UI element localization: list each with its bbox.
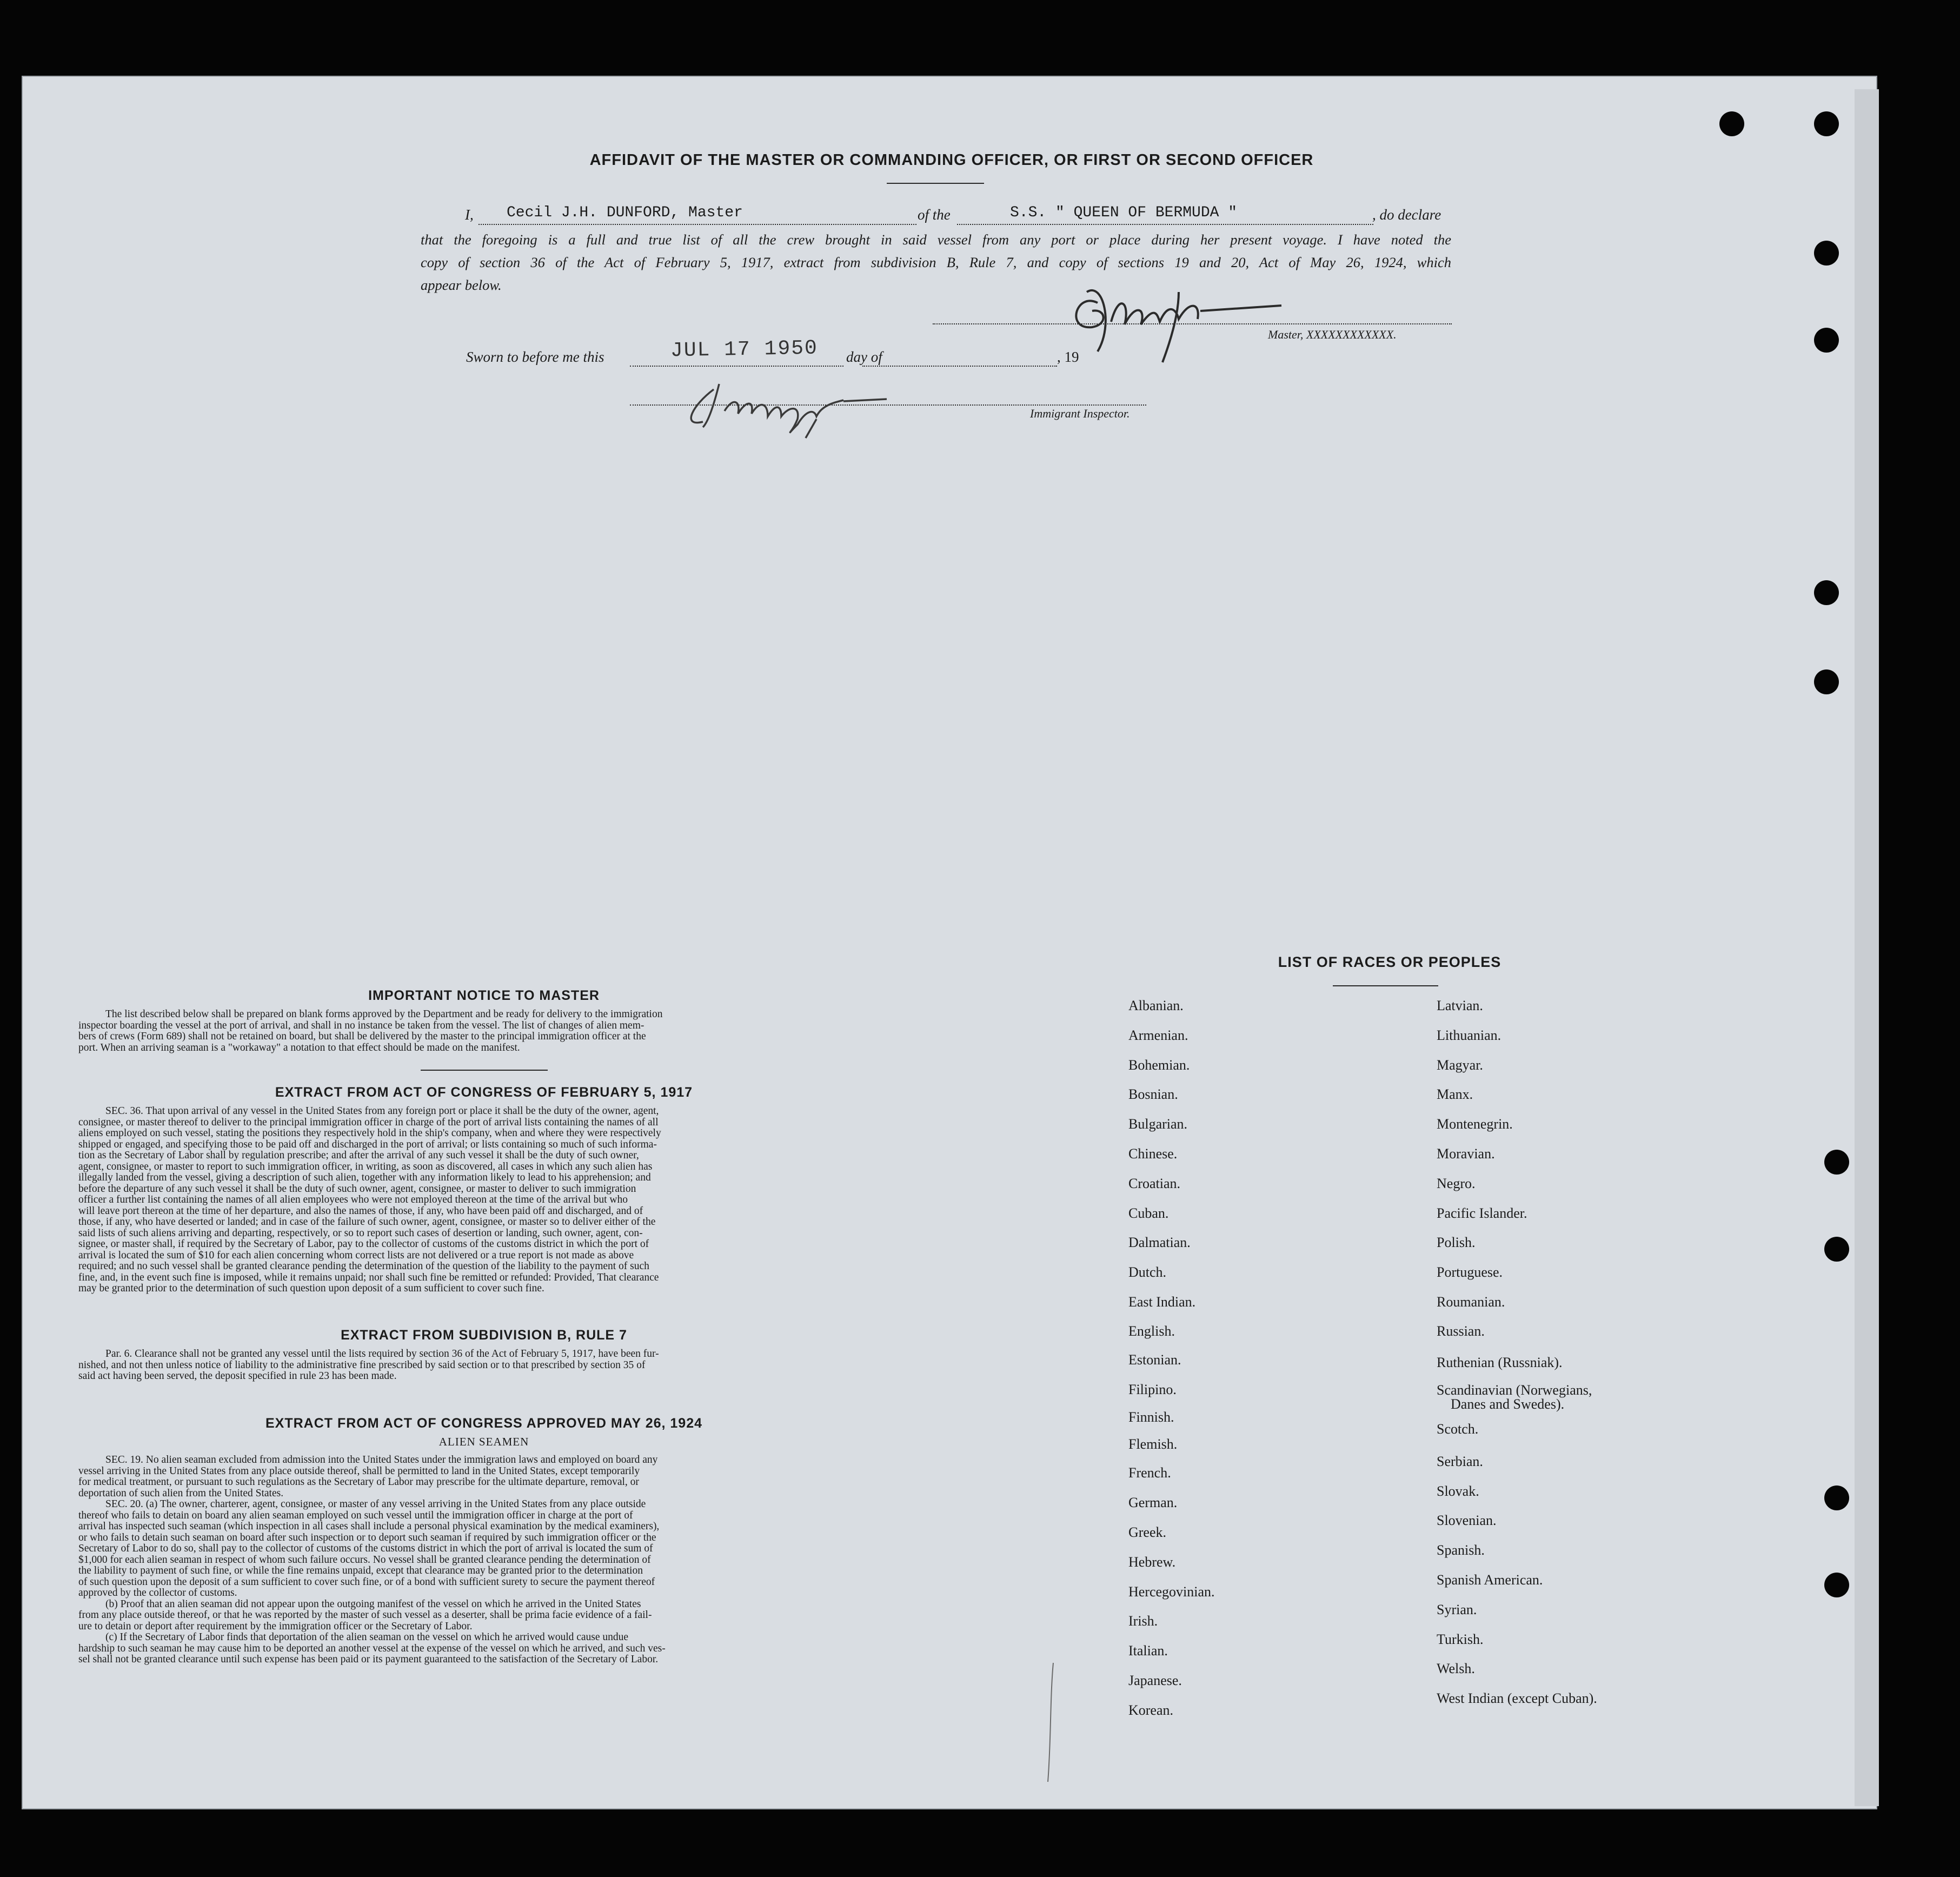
extract-1924-line: of such question upon the deposit of a sum sufficient to cover such fine, or of a bond with sufficient surety to secure the payment thereof	[78, 1576, 655, 1588]
extract-1924-subtitle: ALIEN SEAMEN	[438, 1435, 529, 1448]
extract-1917-line: said lists of such aliens arriving and departing, respectively, or so to report such cases of desertion or landing, such owner, agent, con-	[78, 1227, 643, 1239]
race-item: Lithuanian.	[1437, 1027, 1501, 1043]
extract-1917-line: shipped or engaged, and specifying those to be paid off and discharged in the port of arrival; or lists containing so much of such informa-	[78, 1138, 657, 1150]
notice-line: inspector boarding the vessel at the port of arrival, and shall in no instance be taken from the vessel. The list of changes of alien mem-	[78, 1019, 645, 1031]
rule-7-title: EXTRACT FROM SUBDIVISION B, RULE 7	[341, 1328, 627, 1343]
vessel-name: S.S. " QUEEN OF BERMUDA "	[1010, 204, 1238, 221]
race-item: Estonian.	[1128, 1351, 1181, 1368]
race-item: Japanese.	[1128, 1672, 1182, 1688]
extract-1924-line: for medical treatment, or pursuant to such regulations as the Secretary of Labor may prescribe for the ultimate departure, removal, or	[78, 1476, 639, 1488]
race-item: Flemish.	[1128, 1436, 1178, 1452]
binder-hole	[1814, 669, 1839, 694]
extract-1917-line: consignee, or master thereof to deliver to the principal immigration officer in charge of the port of arrival lists containing the names of all	[78, 1116, 659, 1128]
extract-1917-line: fine, and, in the event such fine is imposed, while it remains unpaid; nor shall such fine be remitted or refunded: Provided, That clearance	[78, 1271, 659, 1283]
race-item: Filipino.	[1128, 1381, 1177, 1397]
notice-line: The list described below shall be prepared on blank forms approved by the Department and be ready for delivery to the immigration	[105, 1009, 663, 1020]
race-item: Moravian.	[1437, 1145, 1495, 1162]
extract-1924-line: sel shall not be granted clearance until such expense has been paid or its payment guaranteed to the satisfaction of the Secretary of Labor.	[78, 1654, 659, 1665]
extract-1917-line: may be granted prior to the determination of such question upon deposit of a sum sufficient to cover such fine.	[78, 1283, 544, 1294]
extract-1924-line: the liability to payment of such fine, or while the fine remains unpaid, except that clearance may be granted prior to the determination	[78, 1565, 643, 1576]
race-item: Bohemian.	[1128, 1057, 1190, 1073]
rule-7-line: Par. 6. Clearance shall not be granted any vessel until the lists required by section 36 of the Act of February 5, 1917, have been fur-	[105, 1348, 659, 1359]
notice-line: port. When an arriving seaman is a "workaway" a notation to that effect should be made on the manifest.	[78, 1042, 520, 1053]
inspector-signature	[681, 368, 908, 443]
binder-hole	[1824, 1573, 1849, 1597]
binder-hole	[1824, 1150, 1849, 1175]
extract-1924-line: deportation of such alien from the United States.	[78, 1487, 284, 1499]
race-item: Polish.	[1437, 1235, 1476, 1251]
affidavit-body-2: copy of section 36 of the Act of February 5, 1917, extract from subdivision B, Rule 7, and copy of sections 19 and 20, Act of May 26, 1924, which	[421, 254, 1451, 270]
extract-1917-line: required; and no such vessel shall be granted clearance pending the determination of the question of the liability to the payment of such	[78, 1261, 649, 1272]
extract-1917-line: officer a further list containing the names of all alien employees who were not employed thereon at the time of the arrival but who	[78, 1194, 628, 1205]
race-item: Latvian.	[1437, 998, 1483, 1013]
race-item: Montenegrin.	[1437, 1116, 1513, 1132]
race-item: Scandinavian (Norwegians,	[1437, 1382, 1592, 1398]
extract-1917-line: those, if any, who have deserted or landed; and in case of the failure of such owner, agent, consignee, or master so to deliver either of the	[78, 1216, 656, 1228]
extract-1917-line: before the departure of any such vessel it shall be the duty of such owner, agent, consignee, or master to deliver to such immigration	[78, 1183, 636, 1195]
page-edge	[1855, 89, 1879, 1806]
race-item: Ruthenian (Russniak).	[1437, 1354, 1563, 1370]
pen-mark	[1044, 1660, 1060, 1785]
binder-hole	[1814, 328, 1839, 353]
race-item: Irish.	[1128, 1613, 1158, 1629]
master-caption: Master, XXXXXXXXXXXX.	[1268, 328, 1397, 341]
race-item: Negro.	[1437, 1175, 1476, 1191]
rule-7-line: said act having been served, the deposit specified in rule 23 has been made.	[78, 1370, 397, 1382]
vessel-line	[957, 224, 1373, 225]
extract-1917-line: signee, or master shall, if required by the Secretary of Labor, pay to the collector of customs of the customs district in which the port of	[78, 1238, 649, 1250]
notice-title: IMPORTANT NOTICE TO MASTER	[368, 988, 600, 1003]
binder-hole	[1814, 580, 1839, 605]
extract-1917-title: EXTRACT FROM ACT OF CONGRESS OF FEBRUARY 5, 1917	[275, 1085, 693, 1100]
declarant-name: Cecil J.H. DUNFORD, Master	[507, 204, 743, 221]
extract-1924-body	[78, 1455, 889, 1666]
extract-1924-line: vessel arriving in the United States from any place outside thereof, shall be permitted to land in the United States, except temporarily	[78, 1465, 640, 1477]
race-item: Greek.	[1128, 1524, 1167, 1540]
race-item: Croatian.	[1128, 1175, 1181, 1191]
sworn-date-line	[630, 366, 843, 367]
affidavit-body-1: that the foregoing is a full and true list of all the crew brought in said vessel from any port or place during her present voyage. I have noted the	[421, 231, 1451, 248]
race-item: Cuban.	[1128, 1205, 1169, 1221]
race-item: Hebrew.	[1128, 1554, 1176, 1570]
declarant-line	[479, 224, 916, 225]
race-item: Pacific Islander.	[1437, 1205, 1527, 1221]
rule-7-body	[78, 1349, 889, 1382]
races-left-column	[1128, 991, 1215, 1726]
extract-1917-line: tion as the Secretary of Labor shall by regulation prescribe; and after the arrival of any such vessel it shall be the duty of such owner,	[78, 1150, 639, 1161]
extract-1924-line: $1,000 for each alien seaman in respect of whom such failure occurs. No vessel shall be granted clearance pending the determination of	[78, 1554, 651, 1566]
race-item: Bosnian.	[1128, 1086, 1178, 1103]
race-item: Finnish.	[1128, 1409, 1174, 1425]
extract-1917-line: agent, consignee, or master to report to such immigration officer, in writing, as soon as discovered, all cases in which any such alien has	[78, 1160, 653, 1172]
master-signature	[1054, 270, 1303, 368]
race-item: Danes and Swedes).	[1451, 1396, 1565, 1412]
extract-1924-line: SEC. 20. (a) The owner, charterer, agent, consignee, or master of any vessel arriving in the United States from any place outside	[105, 1498, 646, 1510]
race-item: Slovenian.	[1437, 1513, 1497, 1529]
race-item: Scotch.	[1437, 1421, 1479, 1437]
race-item: Turkish.	[1437, 1631, 1484, 1647]
affidavit-body-3: appear below.	[421, 277, 502, 293]
extract-1924-line: from any place outside thereof, or that he was reported by the master of such vessel as a deserter, shall be prima facie evidence of a fail-	[78, 1609, 652, 1621]
inspector-caption: Immigrant Inspector.	[1030, 407, 1130, 420]
title-underline	[887, 183, 984, 184]
binder-hole	[1814, 111, 1839, 136]
race-item: Dalmatian.	[1128, 1235, 1191, 1251]
races-title-underline	[1333, 985, 1438, 986]
extract-1924-line: or who fails to detain such seaman on board after such inspection or to deport such seaman if required by such immigration officer or the	[78, 1531, 656, 1543]
extract-1924-line: SEC. 19. No alien seaman excluded from admission into the United States under the immigration laws and employed on board any	[105, 1454, 658, 1465]
extract-1924-line: hardship to such seaman he may cause him to be deported an another vessel at the expense of the vessel on which he arrived, and such ves-	[78, 1642, 666, 1654]
extract-1924-title: EXTRACT FROM ACT OF CONGRESS APPROVED MAY 26, 1924	[265, 1416, 703, 1431]
race-item: German.	[1128, 1495, 1178, 1511]
race-item: Dutch.	[1128, 1264, 1167, 1281]
extract-1917-line: SEC. 36. That upon arrival of any vessel in the United States from any foreign port or place it shall be the duty of the owner, agent,	[105, 1105, 659, 1117]
section-divider	[421, 1070, 548, 1071]
race-item: Spanish American.	[1437, 1571, 1543, 1588]
race-item: Roumanian.	[1437, 1294, 1505, 1310]
race-item: Welsh.	[1437, 1661, 1475, 1677]
race-item: Slovak.	[1437, 1483, 1479, 1499]
race-item: West Indian (except Cuban).	[1437, 1690, 1597, 1707]
i-label: I,	[465, 207, 474, 223]
extract-1917-body	[78, 1106, 889, 1295]
day-of-label: day of	[846, 349, 882, 365]
race-item: Portuguese.	[1437, 1264, 1503, 1281]
extract-1917-line: will leave port thereon at the time of her departure, and also the names of those, if any, who have been paid off and discharged, and of	[78, 1205, 643, 1217]
race-item: Hercegovinian.	[1128, 1583, 1215, 1600]
races-title: LIST OF RACES OR PEOPLES	[1278, 954, 1501, 970]
race-item: Italian.	[1128, 1643, 1168, 1659]
rule-7-line: nished, and not then unless notice of liability to the administrative fine prescribed by said section or to that prescribed by section 35 of	[78, 1359, 646, 1371]
race-item: Russian.	[1437, 1323, 1485, 1339]
race-item: Syrian.	[1437, 1601, 1477, 1617]
races-right-column	[1437, 991, 1597, 1714]
extract-1924-line: arrival has inspected such seaman (which inspection in all cases shall include a personal physical examination by the medical examiners),	[78, 1521, 660, 1532]
race-item: Korean.	[1128, 1702, 1174, 1718]
race-item: Chinese.	[1128, 1145, 1178, 1162]
race-item: Spanish.	[1437, 1542, 1485, 1558]
race-item: English.	[1128, 1323, 1175, 1339]
affidavit-title: AFFIDAVIT OF THE MASTER OR COMMANDING OFFICER, OR FIRST OR SECOND OFFICER	[589, 151, 1314, 169]
binder-hole	[1719, 111, 1744, 136]
year-label: , 19	[1057, 349, 1079, 365]
extract-1917-line: arrival is located the sum of $10 for each alien concerning whom correct lists are not delivered or a true report is not made as above	[78, 1249, 634, 1261]
extract-1924-line: (b) Proof that an alien seaman did not appear upon the outgoing manifest of the vessel on which he arrived in the United States	[105, 1598, 641, 1610]
race-item: Magyar.	[1437, 1057, 1483, 1073]
race-item: Serbian.	[1437, 1453, 1483, 1469]
extract-1924-line: (c) If the Secretary of Labor finds that deportation of the alien seaman on the vessel on which he arrived would cause undue	[105, 1631, 629, 1643]
notice-body	[78, 1009, 889, 1053]
extract-1924-line: thereof who fails to detain on board any alien seaman employed on such vessel until the immigration officer in charge at the port of	[78, 1509, 633, 1521]
race-item: East Indian.	[1128, 1294, 1196, 1310]
month-line	[862, 366, 1057, 367]
binder-hole	[1824, 1485, 1849, 1510]
race-item: French.	[1128, 1465, 1171, 1481]
extract-1924-line: approved by the collector of customs.	[78, 1587, 237, 1599]
extract-1917-line: illegally landed from the vessel, giving a description of such alien, together with any information likely to lead to his apprehension; and	[78, 1172, 651, 1183]
of-the-label: of the	[918, 207, 951, 223]
sworn-label: Sworn to before me this	[466, 349, 604, 365]
binder-hole	[1824, 1237, 1849, 1262]
extract-1924-line: ure to detain or deport after requirement by the immigration officer or the Secretary of Labor.	[78, 1620, 473, 1632]
race-item: Armenian.	[1128, 1027, 1188, 1043]
race-item: Albanian.	[1128, 998, 1184, 1013]
date-stamp: JUL 17 1950	[670, 336, 819, 363]
extract-1917-line: aliens employed on such vessel, stating the positions they respectively hold in the ship's company, when and where they were respectively	[78, 1127, 661, 1139]
do-declare-label: , do declare	[1372, 207, 1441, 223]
notice-line: bers of crews (Form 689) shall not be retained on board, but shall be delivered by the master to the principal immigration officer at the	[78, 1031, 646, 1042]
binder-hole	[1814, 241, 1839, 266]
race-item: Bulgarian.	[1128, 1116, 1188, 1132]
extract-1924-line: Secretary of Labor to do so, shall pay to the collector of customs of the customs district in which the port of arrival is located the sum of	[78, 1543, 653, 1554]
race-item: Manx.	[1437, 1086, 1473, 1103]
